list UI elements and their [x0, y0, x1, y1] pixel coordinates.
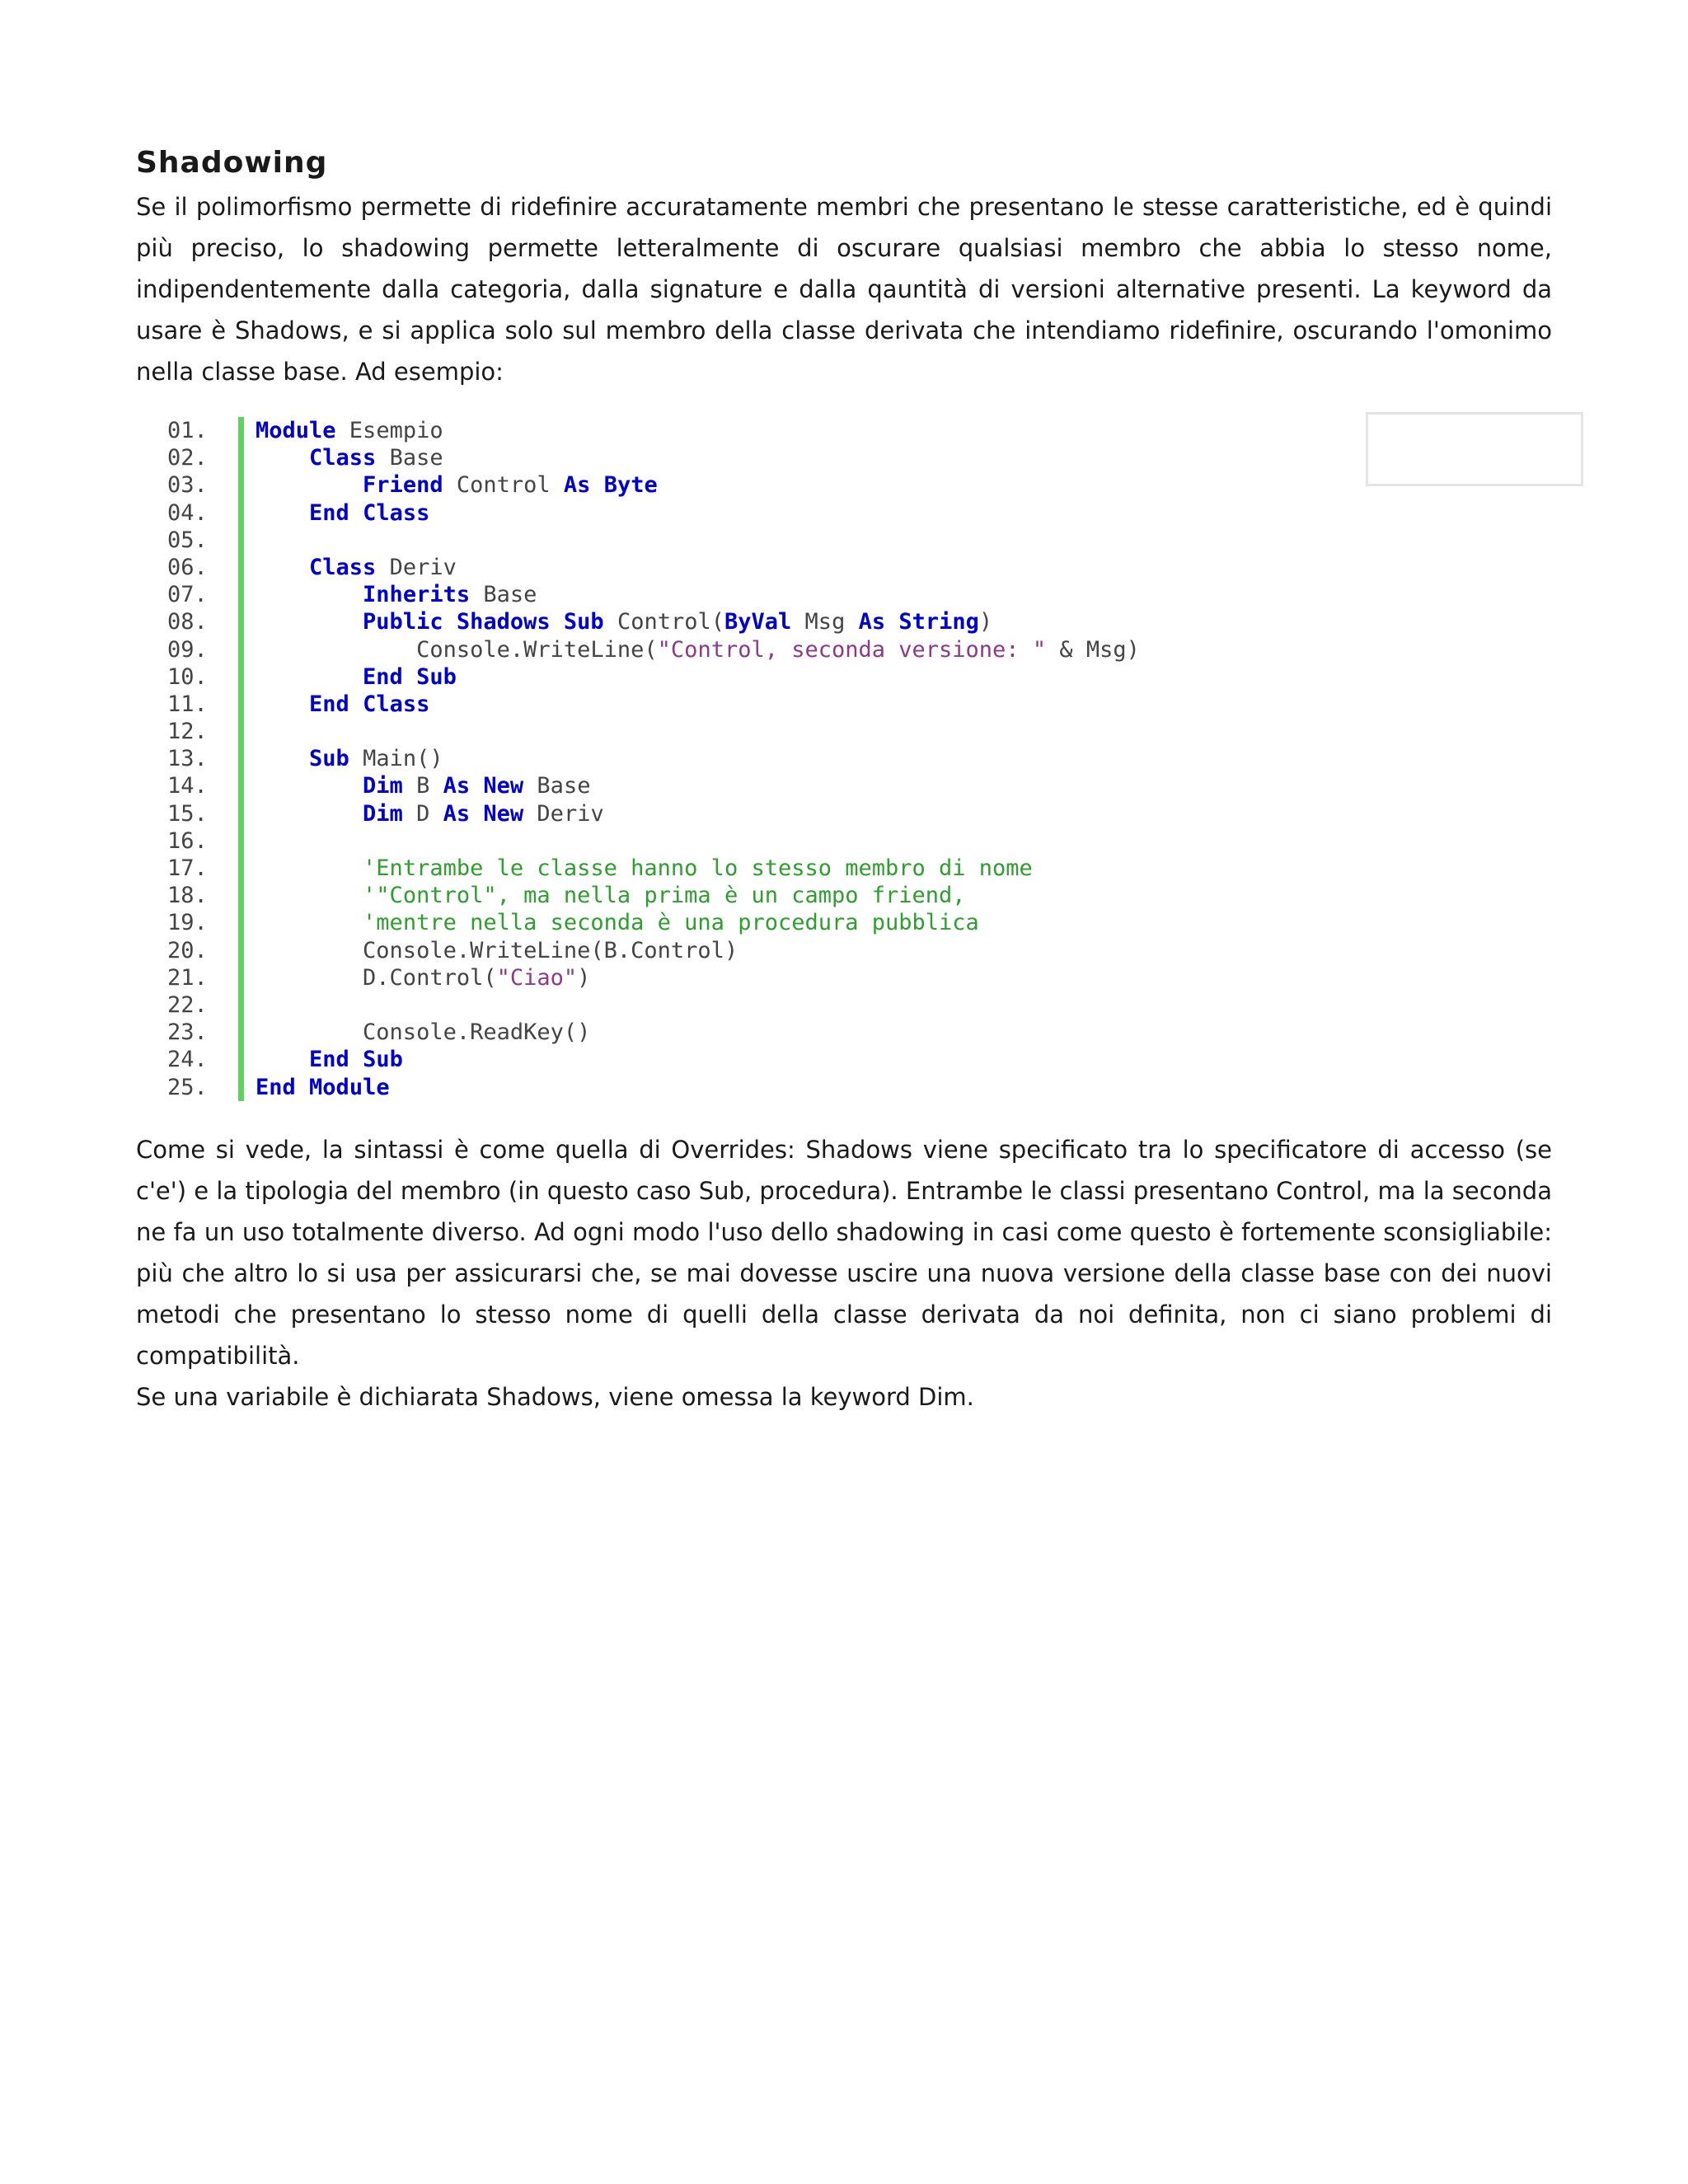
- code-token: [403, 664, 416, 690]
- code-text: [256, 1074, 390, 1101]
- code-text: [256, 909, 979, 936]
- gutter-bar: [238, 855, 244, 882]
- code-keyword: New: [483, 800, 524, 827]
- code-keyword: End: [256, 1074, 296, 1100]
- code-keyword: End: [363, 663, 403, 690]
- code-token: Console.ReadKey(): [256, 1019, 591, 1046]
- code-line: [167, 800, 1552, 827]
- gutter-bar: [238, 444, 244, 471]
- explanation-paragraph: Come si vede, la sintassi è come quella di Overrides: Shadows viene specificato tra lo specificatore di accesso (se c'e') e la tipologia del membro (in questo caso Sub, procedura). Entrambe le classi presentano Control, ma la seconda ne fa un uso totalmente diverso. Ad ogni modo l'uso dello shadowing in casi come questo è fortemente sconsigliabile: più che altro lo si usa per assicurarsi che, se mai dovesse uscire una nuova versione della classe base con dei nuovi metodi che presentano lo stesso nome di quelli della classe derivata da noi definita, non ci siano problemi di compatibilità.: [136, 1135, 1552, 1370]
- code-token: Base: [523, 773, 591, 799]
- code-token: Msg: [791, 609, 859, 635]
- code-token: [296, 1075, 309, 1100]
- code-token: [349, 1047, 363, 1072]
- line-number: 05.: [167, 527, 208, 553]
- line-number: 08.: [167, 609, 208, 635]
- code-text: [256, 691, 429, 718]
- gutter-bar: [238, 691, 244, 718]
- code-token: [256, 445, 309, 471]
- code-keyword: Byte: [603, 472, 658, 499]
- code-text: [256, 471, 658, 499]
- code-line: [167, 417, 1552, 444]
- code-token: Base: [470, 582, 537, 608]
- code-text: [256, 554, 457, 581]
- code-token: [256, 1047, 309, 1072]
- line-number: 11.: [167, 691, 208, 717]
- code-line: [167, 1074, 1552, 1101]
- code-string: "Ciao": [496, 964, 578, 991]
- code-token: Deriv: [523, 800, 604, 827]
- code-string: "Control, seconda versione: ": [657, 636, 1047, 663]
- code-line: [167, 855, 1552, 882]
- code-text: [256, 800, 604, 827]
- code-keyword: Module: [309, 1074, 390, 1100]
- line-number: 02.: [167, 445, 208, 471]
- gutter-bar: [238, 991, 244, 1019]
- gutter-bar: [238, 1046, 244, 1073]
- code-text: [256, 663, 457, 691]
- code-line: [167, 444, 1552, 471]
- code-text: [256, 608, 992, 635]
- code-token: [256, 555, 309, 580]
- code-text: [256, 772, 590, 799]
- code-text: [256, 636, 1140, 663]
- code-token: [256, 472, 363, 498]
- code-token: Control(: [603, 609, 725, 635]
- code-line: [167, 636, 1552, 663]
- code-token: [256, 582, 363, 607]
- code-line: [167, 691, 1552, 718]
- code-token: [256, 664, 363, 690]
- gutter-bar: [238, 800, 244, 827]
- code-text: [256, 1046, 403, 1073]
- code-line: [167, 718, 1552, 745]
- code-keyword: String: [898, 609, 979, 635]
- gutter-bar: [238, 718, 244, 745]
- code-keyword: Dim: [363, 773, 403, 799]
- code-token: [256, 691, 309, 717]
- code-line: [167, 554, 1552, 581]
- code-token: Main(): [349, 746, 443, 772]
- section-title: Shadowing: [136, 146, 328, 180]
- code-keyword: ByVal: [724, 609, 792, 635]
- intro-paragraph: Se il polimorfismo permette di ridefinire accuratamente membri che presentano le stesse caratteristiche, ed è quindi più preciso, lo shadowing permette letteralmente di oscurare qualsiasi membro che abbia lo stesso nome, indipendentemente dalla categoria, dalla signature e dalla qauntità di versioni alternative presenti. La keyword da usare è Shadows, e si applica solo sul membro della classe derivata che intendiamo ridefinire, oscurando l'omonimo nella classe base. Ad esempio:: [136, 193, 1552, 386]
- code-line: [167, 1019, 1552, 1046]
- code-comment: 'mentre nella seconda è una procedura pubblica: [363, 910, 979, 936]
- code-line: [167, 608, 1552, 635]
- code-line: [167, 745, 1552, 772]
- code-keyword: Class: [309, 445, 377, 471]
- code-line: [167, 964, 1552, 991]
- code-keyword: Shadows: [456, 609, 551, 635]
- code-keyword: Public: [363, 609, 443, 635]
- code-line: [167, 1046, 1552, 1073]
- gutter-bar: [238, 636, 244, 663]
- gutter-bar: [238, 827, 244, 855]
- code-line: [167, 909, 1552, 936]
- gutter-bar: [238, 663, 244, 691]
- code-text: [256, 964, 590, 991]
- code-token: [885, 609, 898, 635]
- code-keyword: Module: [256, 418, 336, 443]
- line-number: 16.: [167, 827, 208, 854]
- line-number: 22.: [167, 991, 208, 1018]
- code-line: [167, 991, 1552, 1019]
- line-number: 21.: [167, 964, 208, 991]
- line-number: 20.: [167, 937, 208, 963]
- line-number: 14.: [167, 773, 208, 799]
- gutter-bar: [238, 1019, 244, 1046]
- gutter-bar: [238, 745, 244, 772]
- code-keyword: Class: [363, 691, 430, 717]
- gutter-bar: [238, 772, 244, 799]
- code-token: [349, 500, 363, 526]
- code-token: [590, 472, 603, 498]
- code-token: [256, 855, 363, 881]
- code-comment: 'Entrambe le classe hanno lo stesso membro di nome: [363, 855, 1033, 881]
- code-token: ): [577, 964, 591, 991]
- line-number: 01.: [167, 418, 208, 443]
- line-number: 15.: [167, 800, 208, 827]
- code-token: [256, 801, 363, 827]
- line-number: 09.: [167, 636, 208, 663]
- code-token: Control: [443, 472, 564, 499]
- code-line: [167, 772, 1552, 799]
- line-number: 10.: [167, 663, 208, 690]
- code-token: [470, 773, 483, 799]
- code-token: Deriv: [376, 554, 457, 580]
- code-token: D: [402, 800, 443, 827]
- code-token: [256, 883, 363, 908]
- shadows-note: Se una variabile è dichiarata Shadows, viene omessa la keyword Dim.: [136, 1382, 974, 1411]
- code-line: [167, 663, 1552, 691]
- code-keyword: Class: [309, 554, 377, 580]
- code-keyword: End: [309, 1047, 349, 1073]
- line-number: 06.: [167, 554, 208, 580]
- gutter-bar: [238, 581, 244, 608]
- code-token: [256, 500, 309, 526]
- gutter-bar: [238, 499, 244, 527]
- code-token: [256, 746, 309, 771]
- code-token: [443, 609, 457, 635]
- code-token: [256, 773, 363, 799]
- code-keyword: Sub: [416, 663, 457, 690]
- line-number: 25.: [167, 1074, 208, 1100]
- code-text: [256, 417, 443, 444]
- code-keyword: Sub: [309, 746, 349, 772]
- code-token: [470, 801, 483, 827]
- gutter-bar: [238, 882, 244, 909]
- code-line: [167, 827, 1552, 855]
- code-text: [256, 745, 443, 772]
- code-keyword: End: [309, 499, 349, 526]
- code-text: [256, 855, 1033, 882]
- code-line: [167, 527, 1552, 554]
- code-token: D.Control(: [256, 964, 497, 991]
- code-token: ): [978, 609, 993, 635]
- code-text: [256, 937, 738, 964]
- line-number: 07.: [167, 582, 208, 608]
- gutter-bar: [238, 608, 244, 635]
- line-number: 04.: [167, 499, 208, 526]
- code-text: [256, 1019, 590, 1046]
- line-number: 24.: [167, 1047, 208, 1073]
- line-number: 19.: [167, 910, 208, 936]
- gutter-bar: [238, 1074, 244, 1101]
- line-number: 17.: [167, 855, 208, 881]
- code-token: Base: [376, 445, 443, 471]
- line-number: 18.: [167, 883, 208, 909]
- document-page: [136, 140, 1552, 1418]
- code-token: Console.WriteLine(: [256, 636, 658, 663]
- code-keyword: As: [443, 800, 471, 827]
- code-keyword: As: [443, 773, 471, 799]
- code-line: [167, 882, 1552, 909]
- code-line: [167, 937, 1552, 964]
- code-keyword: Sub: [563, 609, 604, 635]
- code-text: [256, 499, 429, 527]
- code-keyword: Sub: [363, 1047, 403, 1073]
- gutter-bar: [238, 417, 244, 444]
- code-token: B: [402, 773, 443, 799]
- code-keyword: As: [563, 472, 591, 499]
- code-token: Console.WriteLine(B.Control): [256, 937, 738, 963]
- code-keyword: New: [483, 773, 524, 799]
- code-token: [256, 609, 363, 635]
- code-line: [167, 499, 1552, 527]
- gutter-bar: [238, 554, 244, 581]
- gutter-bar: [238, 964, 244, 991]
- line-number: 03.: [167, 472, 208, 499]
- line-number: 23.: [167, 1019, 208, 1046]
- code-token: & Msg): [1046, 636, 1140, 663]
- line-number: 12.: [167, 719, 208, 745]
- code-keyword: End: [309, 691, 349, 717]
- gutter-bar: [238, 909, 244, 936]
- code-comment: '"Control", ma nella prima è un campo friend,: [363, 883, 966, 909]
- gutter-bar: [238, 527, 244, 554]
- code-listing: [167, 417, 1552, 1101]
- code-toolbar-box[interactable]: [1366, 412, 1583, 486]
- code-keyword: Inherits: [363, 582, 471, 608]
- code-keyword: As: [858, 609, 886, 635]
- gutter-bar: [238, 937, 244, 964]
- code-keyword: Friend: [363, 472, 443, 499]
- code-text: [256, 581, 537, 608]
- code-line: [167, 581, 1552, 608]
- gutter-bar: [238, 471, 244, 499]
- code-text: [256, 444, 443, 471]
- code-token: [256, 910, 363, 935]
- code-keyword: Class: [363, 499, 430, 526]
- line-number: 13.: [167, 746, 208, 772]
- code-token: Esempio: [335, 418, 443, 443]
- code-text: [256, 882, 966, 909]
- code-token: [349, 691, 363, 717]
- code-keyword: Dim: [363, 800, 403, 827]
- code-token: [551, 609, 564, 635]
- code-line: [167, 471, 1552, 499]
